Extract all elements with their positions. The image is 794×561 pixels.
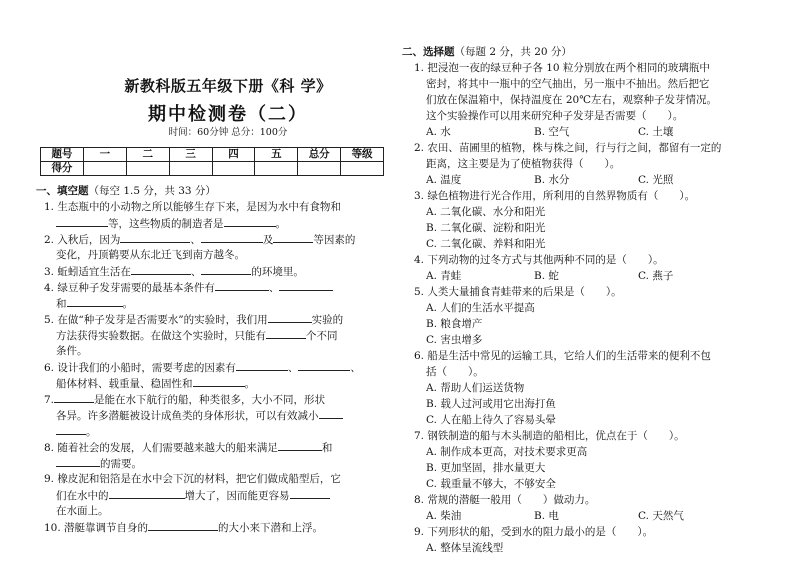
score-table — [40, 147, 384, 176]
fill-question-line: 。 — [56, 423, 97, 440]
exam-subtitle: 新教科版五年级下册《科 学》 — [124, 77, 332, 95]
fill-question-line: 和 。 — [56, 295, 133, 312]
choice-question-line: 4. 下列动物的过冬方式与其他两种不同的是（ ）。 — [414, 254, 664, 266]
choice-question-line: 3. 绿色植物进行光合作用，所利用的自然界物质有（ ）。 — [414, 190, 696, 202]
score-cell — [341, 162, 384, 176]
score-header-cell: 等级 — [341, 148, 384, 162]
choice-option: B. 空气 — [534, 126, 570, 138]
score-cell — [255, 162, 298, 176]
score-header-cell: 四 — [212, 148, 255, 162]
fill-question-line: 4. 绿豆种子发芽需要的最基本条件有 、 — [44, 279, 333, 296]
choice-option: A. 温度 — [426, 174, 462, 186]
section1-title: 一、填空题 — [36, 185, 89, 197]
fill-question-line: 各异。许多潜艇被设计成鱼类的身体形状，可以有效减小 — [56, 407, 343, 424]
choice-option: C. 二氧化碳、养料和阳光 — [426, 238, 546, 250]
choice-option: B. 电 — [534, 510, 559, 522]
choice-option: A. 整体呈流线型 — [426, 542, 504, 554]
choice-question-line: 距离，这主要是为了使植物获得（ ）。 — [426, 158, 621, 170]
fill-question-line: 3. 蚯蚓适宜生活在 、 的环境里。 — [44, 263, 304, 280]
choice-option: B. 水分 — [534, 174, 570, 186]
section1-heading — [36, 183, 216, 198]
choice-option: B. 载人过河或用它出海打鱼 — [426, 398, 556, 410]
choice-option: B. 二氧化碳、淀粉和阳光 — [426, 222, 546, 234]
choice-option: B. 粮食增产 — [426, 318, 483, 330]
choice-option: C. 土壤 — [638, 126, 674, 138]
fill-question-line: 等，这些物质的制造者是 。 — [56, 215, 286, 232]
right-column — [402, 0, 772, 561]
choice-question-line: 这个实验操作可以用来研究种子发芽是否需要（ ）。 — [426, 110, 684, 122]
choice-question-line: 7. 钢铁制造的船与木头制造的船相比，优点在于（ ）。 — [414, 430, 685, 442]
fill-question-line: 7. 是能在水下航行的船，种类很多，大小不同，形状 — [44, 391, 325, 408]
exam-title: 期中检测卷（二） — [148, 104, 308, 125]
score-header-cell: 题号 — [41, 148, 84, 162]
fill-question-line: 船体材料、载重量、稳固性和 。 — [56, 375, 255, 392]
score-cell — [298, 162, 341, 176]
score-cell — [83, 162, 126, 176]
fill-question-line: 方法获得实验数据。在做这个实验时，只能有 个不同 — [56, 327, 338, 344]
score-cell — [169, 162, 212, 176]
choice-option: C. 人在船上待久了容易头晕 — [426, 414, 556, 426]
choice-option: A. 青蛙 — [426, 270, 462, 282]
score-header-cell: 五 — [255, 148, 298, 162]
score-table-score-row — [41, 162, 384, 176]
time-info: 时间：60分钟 总分：100分 — [168, 127, 288, 138]
choice-question-line: 1. 把浸泡一夜的绿豆种子各 10 粒分别放在两个相同的玻璃瓶中 — [414, 62, 710, 74]
choice-option: C. 燕子 — [638, 270, 674, 282]
choice-question-line: 括（ ）。 — [426, 366, 484, 378]
fill-question-line: 5. 在做“种子发芽是否需要水”的实验时，我们用 实验的 — [44, 311, 343, 328]
fill-question-line: 的需要。 — [56, 455, 142, 472]
score-header-cell: 二 — [126, 148, 169, 162]
fill-question-line: 在水面上。 — [56, 505, 109, 517]
fill-question-line: 8. 随着社会的发展，人们需要越来越大的船来满足 和 — [44, 439, 332, 456]
choice-question-line: 2. 农田、苗圃里的植物，株与株之间，行与行之间，都留有一定的 — [414, 142, 722, 154]
choice-option: A. 二氧化碳、水分和阳光 — [426, 206, 546, 218]
choice-option: C. 光照 — [638, 174, 674, 186]
choice-option: A. 人们的生活水平提高 — [426, 302, 535, 314]
choice-option: A. 水 — [426, 126, 451, 138]
fill-question-line: 2. 入秋后，因为 、 及 等因素的 — [44, 231, 355, 248]
section2-title: 二、选择题 — [402, 46, 455, 58]
fill-question-line: 10. 潜艇靠调节自身的 的大小来下潜和上浮。 — [44, 519, 323, 536]
choice-question-line: 9. 下列形状的船，受到水的阻力最小的是（ ）。 — [414, 526, 654, 538]
choice-option: B. 蛇 — [534, 270, 559, 282]
choice-question-line: 们放在保温箱中，保持温度在 20℃左右，观察种子发芽情况。 — [426, 94, 717, 106]
choice-question-line: 密封，将其中一瓶中的空气抽出，另一瓶中不抽出。然后把它 — [426, 78, 710, 90]
choice-question-line: 5. 人类大量捕食青蛙带来的后果是（ ）。 — [414, 286, 622, 298]
left-column — [38, 0, 388, 561]
choice-option: A. 柴油 — [426, 510, 462, 522]
fill-question-line: 9. 橡皮泥和铝箔是在水中会下沉的材料，把它们做成船型后，它 — [44, 473, 341, 485]
choice-question-line: 6. 船是生活中常见的运输工具，它给人们的生活带来的便利不包 — [414, 350, 711, 362]
choice-option: C. 害虫增多 — [426, 334, 483, 346]
score-header-cell: 三 — [169, 148, 212, 162]
score-cell — [212, 162, 255, 176]
score-table-header-row — [41, 148, 384, 162]
section2-heading — [402, 44, 572, 59]
fill-question-line: 条件。 — [56, 345, 88, 357]
choice-question-line: 8. 常规的潜艇一般用（ ）做动力。 — [414, 494, 596, 506]
choice-option: A. 帮助人们运送货物 — [426, 382, 525, 394]
score-row-label: 得分 — [41, 162, 84, 176]
fill-question-line: 1. 生态瓶中的小动物之所以能够生存下来，是因为水中有食物和 — [44, 201, 341, 213]
fill-question-line: 6. 设计我们的小船时，需要考虑的因素有 、 、 — [44, 359, 361, 376]
fill-question-line: 们在水中的 增大了，因而能更容易 — [56, 487, 330, 504]
choice-option: C. 载重量不够大，不够安全 — [426, 478, 556, 490]
fill-question-line: 变化，丹顶鹤要从东北迁飞到南方越冬。 — [56, 249, 245, 261]
section2-points: （每题 2 分，共 20 分） — [454, 46, 572, 58]
section1-points: （每空 1.5 分，共 33 分） — [88, 185, 216, 197]
score-header-cell: 一 — [83, 148, 126, 162]
choice-option: B. 更加坚固，排水量更大 — [426, 462, 546, 474]
choice-option: A. 制作成本更高，对技术要求更高 — [426, 446, 588, 458]
choice-option: C. 天然气 — [638, 510, 684, 522]
score-header-cell: 总分 — [298, 148, 341, 162]
score-cell — [126, 162, 169, 176]
